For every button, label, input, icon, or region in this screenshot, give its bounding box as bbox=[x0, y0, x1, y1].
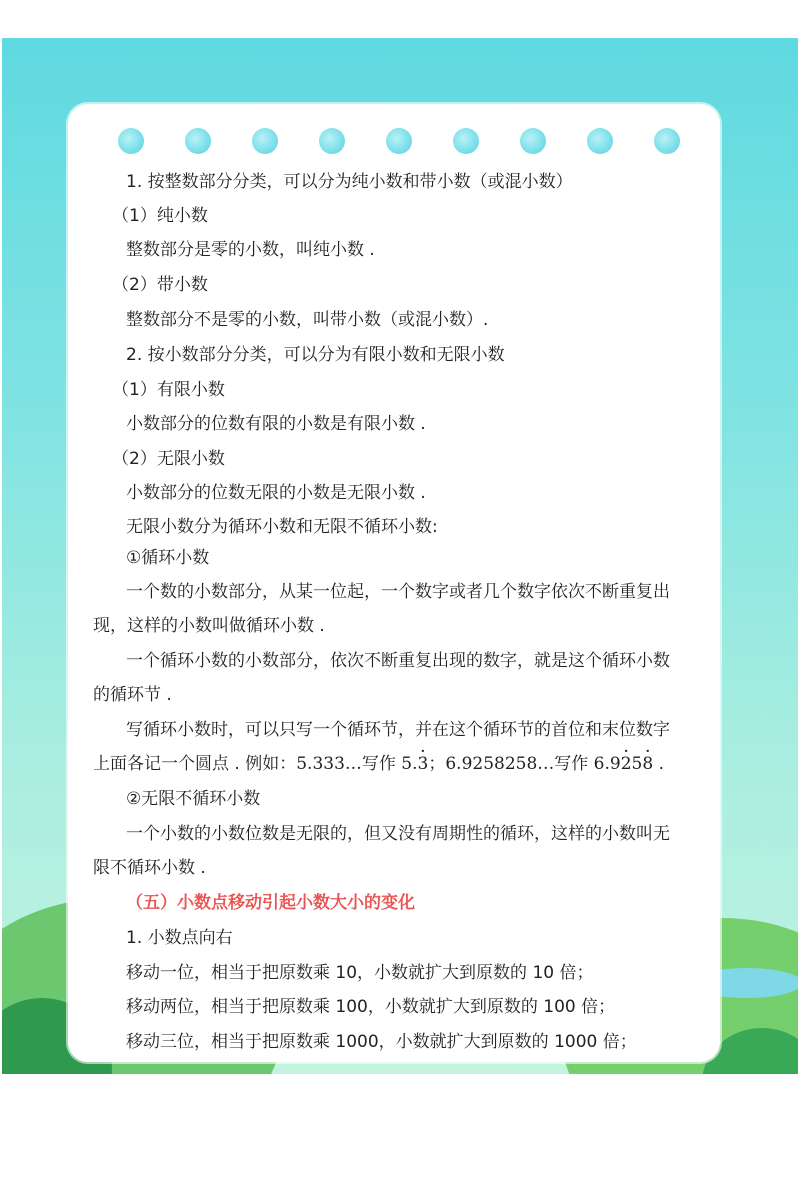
subsection-title: （2）带小数 bbox=[112, 275, 208, 295]
subsection-title: （1）纯小数 bbox=[112, 206, 208, 226]
paragraph: 一个小数的小数位数是无限的，但又没有周期性的循环，这样的小数叫无 bbox=[126, 824, 670, 844]
repeating-digit: · 3 bbox=[418, 752, 429, 776]
example-prefix: 上面各记一个圆点 . 例如： bbox=[93, 754, 297, 774]
example-a: 5.333…写作 5. bbox=[296, 754, 418, 774]
example-b-middle: 5 bbox=[631, 754, 643, 774]
binding-hole bbox=[319, 128, 345, 154]
paragraph: 一个循环小数的小数部分，依次不断重复出现的数字，就是这个循环小数 bbox=[126, 651, 670, 671]
repeating-digit: · 8 bbox=[642, 752, 653, 776]
paragraph: 的循环节 . bbox=[93, 685, 172, 705]
paragraph: 现，这样的小数叫做循环小数 . bbox=[93, 616, 325, 636]
example-b: 6.9258258…写作 6.9 bbox=[445, 754, 621, 774]
paragraph: 移动一位，相当于把原数乘 10，小数就扩大到原数的 10 倍； bbox=[126, 963, 594, 983]
example-end: . bbox=[653, 754, 665, 774]
paragraph: 移动三位，相当于把原数乘 1000，小数就扩大到原数的 1000 倍； bbox=[126, 1032, 637, 1052]
repeating-digit: · 2 bbox=[621, 752, 632, 776]
subsection-title: （2）无限小数 bbox=[112, 449, 225, 469]
binding-hole bbox=[453, 128, 479, 154]
example-line bbox=[93, 752, 664, 776]
item-title: ②无限不循环小数 bbox=[126, 789, 261, 809]
item-title: ①循环小数 bbox=[126, 548, 210, 568]
section-2-title: 2. 按小数部分分类，可以分为有限小数和无限小数 bbox=[126, 345, 505, 365]
binding-hole bbox=[252, 128, 278, 154]
binding-holes bbox=[118, 128, 698, 154]
paragraph: 无限小数分为循环小数和无限不循环小数: bbox=[126, 517, 438, 537]
binding-hole bbox=[654, 128, 680, 154]
paragraph: 小数部分的位数有限的小数是有限小数 . bbox=[126, 414, 426, 434]
paragraph: 整数部分不是零的小数，叫带小数（或混小数）. bbox=[126, 310, 489, 330]
binding-hole bbox=[185, 128, 211, 154]
paragraph: 移动两位，相当于把原数乘 100，小数就扩大到原数的 100 倍； bbox=[126, 997, 616, 1017]
paragraph: 一个数的小数部分，从某一位起，一个数字或者几个数字依次不断重复出 bbox=[126, 582, 670, 602]
section-title: 1. 小数点向右 bbox=[126, 928, 233, 948]
section-1-title: 1. 按整数部分分类，可以分为纯小数和带小数（或混小数） bbox=[126, 172, 573, 192]
paragraph: 整数部分是零的小数，叫纯小数 . bbox=[126, 240, 375, 260]
binding-hole bbox=[386, 128, 412, 154]
binding-hole bbox=[587, 128, 613, 154]
binding-hole bbox=[520, 128, 546, 154]
paragraph: 小数部分的位数无限的小数是无限小数 . bbox=[126, 483, 426, 503]
paragraph: 限不循环小数 . bbox=[93, 858, 206, 878]
subsection-title: （1）有限小数 bbox=[112, 380, 225, 400]
binding-hole bbox=[118, 128, 144, 154]
paragraph: 写循环小数时，可以只写一个循环节，并在这个循环节的首位和末位数字 bbox=[126, 720, 670, 740]
example-separator: ； bbox=[428, 754, 446, 774]
section-heading: （五）小数点移动引起小数大小的变化 bbox=[126, 893, 415, 913]
